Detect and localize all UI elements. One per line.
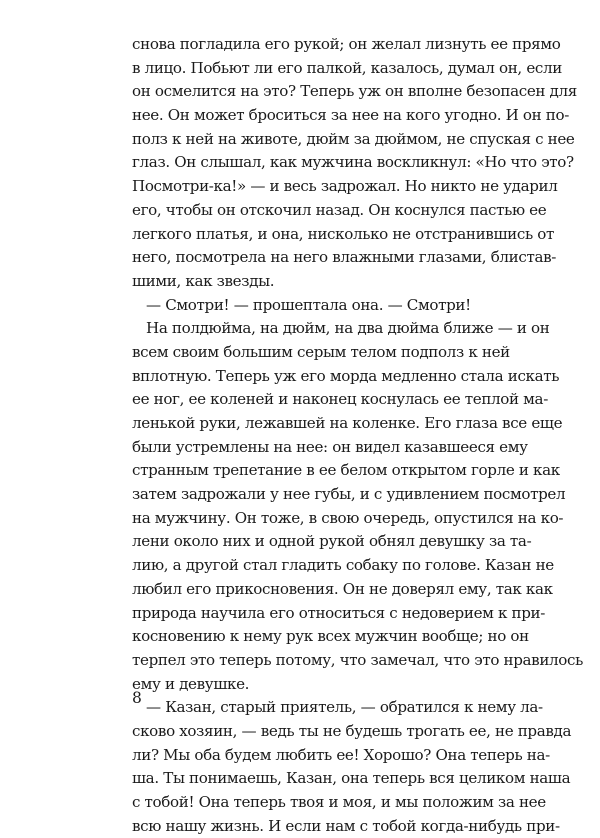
text-line: ему и девушке. [132, 674, 250, 693]
text-line: всю нашу жизнь. И если нам с тобой когда-нибудь при- [132, 816, 560, 835]
text-line: ее ног, ее коленей и наконец коснулась ее теплой ма- [132, 390, 548, 409]
text-line: всем своим большим серым телом подполз к ней [132, 342, 510, 361]
text-line: На полдюйма, на дюйм, на два дюйма ближе — и он [146, 319, 550, 338]
text-line: в лицо. Побьют ли его палкой, казалось, думал он, если [132, 58, 562, 77]
text-line: нее. Он может броситься за нее на кого угодно. И он по- [132, 106, 569, 125]
text-line: природа научила его относиться с недоверием к при- [132, 603, 546, 622]
text-line: на мужчину. Он тоже, в свою очередь, опустился на ко- [132, 508, 564, 527]
text-line: вплотную. Теперь уж его морда медленно стала искать [132, 366, 560, 385]
text-line: полз к ней на животе, дюйм за дюймом, не спуская с нее [132, 129, 575, 148]
text-line: снова погладила его рукой; он желал лизнуть ее прямо [132, 35, 561, 53]
text-line: шими, как звезды. [132, 271, 275, 290]
text-line: с тобой! Она теперь твоя и моя, и мы положим за нее [132, 793, 546, 811]
text-line: его, чтобы он отскочил назад. Он коснулся пастью ее [132, 200, 547, 219]
text-line: лени около них и одной рукой обнял девушку за та- [132, 532, 532, 551]
text-line: Посмотри-ка!» — и весь задрожал. Но никто не ударил [132, 177, 558, 196]
text-line: лию, а другой стал гладить собаку по голове. Казан не [132, 556, 554, 575]
text-line: были устремлены на нее: он видел казавшееся ему [132, 437, 528, 456]
text-line: странным трепетание в ее белом открытом горле и как [132, 461, 560, 480]
text-line: легкого платья, и она, нисколько не отстранившись от [132, 224, 555, 243]
text-line: затем задрожали у нее губы, и с удивлением посмотрел [132, 485, 566, 504]
text-line: ли? Мы оба будем любить ее! Хорошо? Она теперь на- [132, 745, 550, 764]
text-line: него, посмотрела на него влажными глазами, блистав- [132, 248, 557, 267]
text-line: он осмелится на это? Теперь уж он вполне безопасен для [132, 82, 577, 101]
page-number: 8 [132, 689, 142, 707]
text-line: ленькой руки, лежавшей на коленке. Его глаза все еще [132, 414, 563, 432]
text-line: ша. Ты понимаешь, Казан, она теперь вся целиком наша [132, 769, 571, 788]
text-line: любил его прикосновения. Он не доверял ему, так как [132, 579, 553, 598]
text-line: косновению к нему рук всех мужчин вообще; но он [132, 627, 529, 646]
text-line: терпел это теперь потому, что замечал, что это нравилось [132, 650, 583, 669]
text-line: — Смотри! — прошептала она. — Смотри! [146, 295, 471, 314]
text-line: — Казан, старый приятель, — обратился к нему ла- [146, 698, 543, 717]
text-line: сково хозяин, — ведь ты не будешь трогать ее, не правда [132, 721, 572, 740]
body-text [132, 33, 583, 838]
text-line: глаз. Он слышал, как мужчина воскликнул: «Но что это? [132, 153, 574, 172]
